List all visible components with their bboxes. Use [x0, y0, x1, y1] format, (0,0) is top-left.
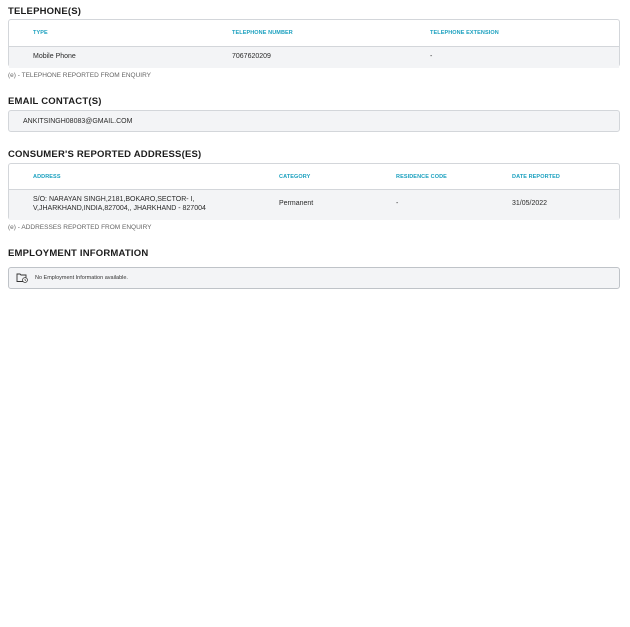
address-residence-code: -	[396, 200, 399, 207]
email-title: EMAIL CONTACT(S)	[8, 96, 102, 107]
addresses-title: CONSUMER'S REPORTED ADDRESS(ES)	[8, 149, 202, 160]
header-telephone-extension: TELEPHONE EXTENSION	[430, 30, 499, 36]
addresses-note: (e) - ADDRESSES REPORTED FROM ENQUIRY	[8, 224, 152, 231]
address-text: S/O: NARAYAN SINGH,2181,BOKARO,SECTOR- I, V,JHARKHAND,INDIA,827004,, JHARKHAND - 827004	[33, 196, 206, 212]
phone-number: 7067620209	[232, 53, 271, 60]
telephones-table	[8, 19, 620, 67]
header-address: ADDRESS	[33, 174, 61, 180]
header-type: TYPE	[33, 30, 48, 36]
addresses-table	[8, 163, 620, 220]
email-value: ANKITSINGH08083@GMAIL.COM	[23, 117, 133, 125]
folder-clock-icon	[16, 273, 28, 283]
header-category: CATEGORY	[279, 174, 311, 180]
email-box	[8, 110, 620, 132]
telephones-note: (e) - TELEPHONE REPORTED FROM ENQUIRY	[8, 72, 152, 79]
table-row	[9, 47, 619, 68]
employment-title: EMPLOYMENT INFORMATION	[8, 248, 149, 259]
telephones-title: TELEPHONE(S)	[8, 6, 82, 17]
header-residence-code: RESIDENCE CODE	[396, 174, 447, 180]
address-category: Permanent	[279, 200, 314, 207]
addresses-header-row	[9, 164, 619, 190]
phone-type: Mobile Phone	[33, 53, 76, 60]
employment-message: No Employment Information available.	[35, 275, 128, 281]
telephones-header-row	[9, 20, 619, 47]
header-date-reported: DATE REPORTED	[512, 174, 560, 180]
employment-box	[8, 267, 620, 289]
phone-extension: -	[430, 53, 433, 60]
header-telephone-number: TELEPHONE NUMBER	[232, 30, 293, 36]
table-row	[9, 190, 619, 220]
address-date-reported: 31/05/2022	[512, 200, 548, 207]
